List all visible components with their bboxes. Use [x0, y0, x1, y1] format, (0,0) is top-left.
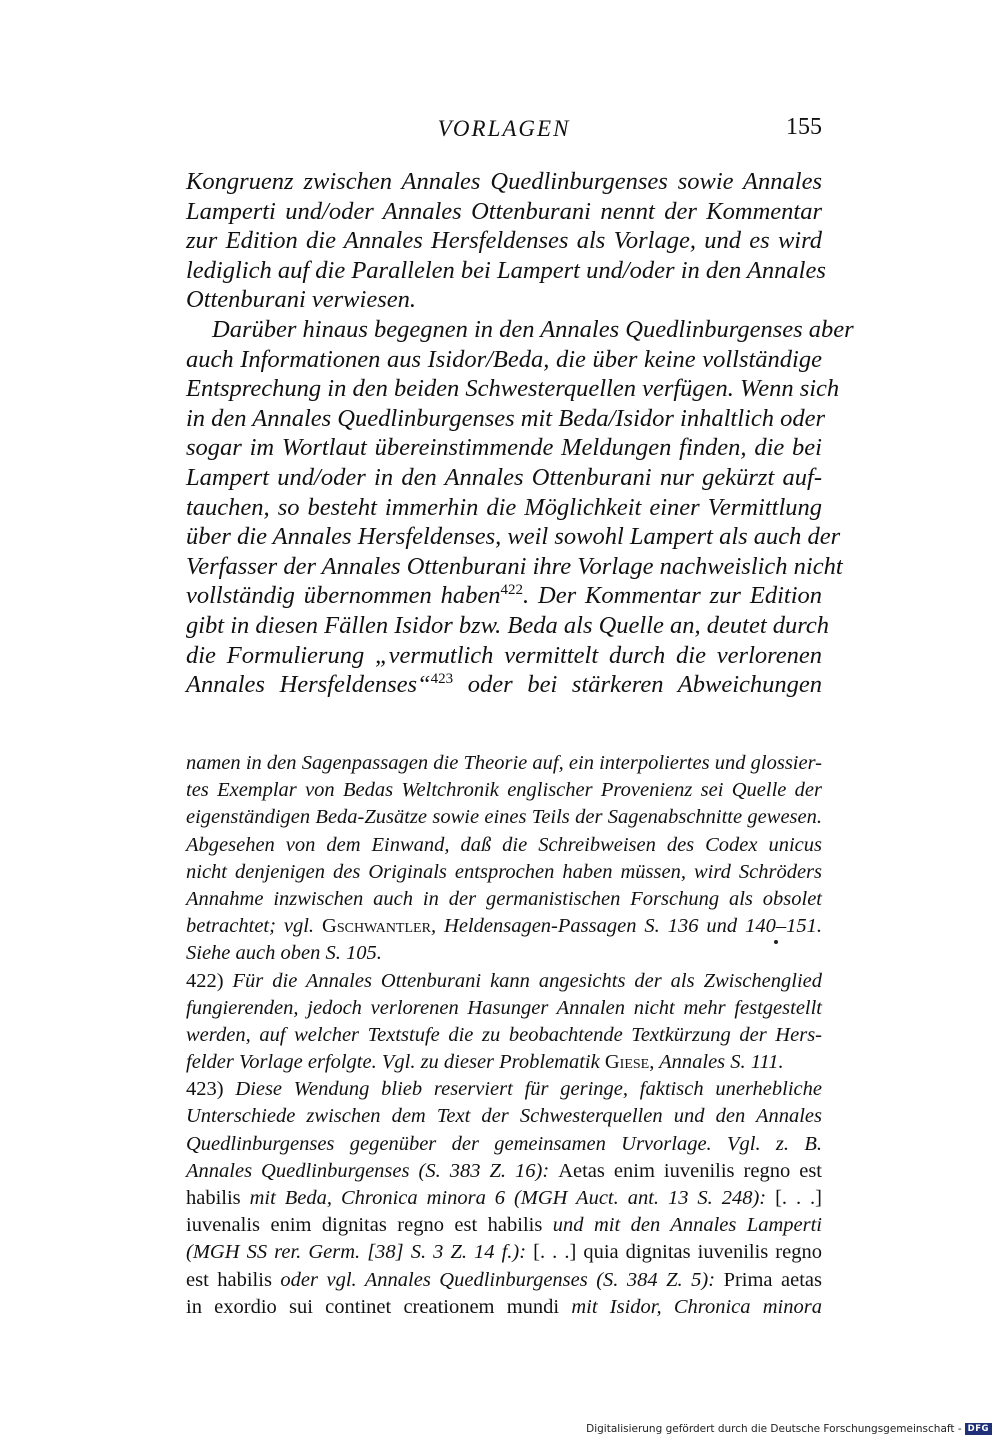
- footnote-line: nicht denjenigen des Originals entsprochen haben müssen, wird Schröders: [186, 860, 822, 883]
- footnote-line: Unterschiede zwischen dem Text der Schwesterquellen und den Annales: [186, 1105, 822, 1128]
- text-line: tauchen, so besteht immerhin die Möglichkeit einer Vermittlung: [186, 493, 822, 521]
- main-text: [186, 167, 854, 700]
- footnote-line: Abgesehen von dem Einwand, daß die Schreibweisen des Codex unicus: [186, 833, 822, 856]
- latin-quote: Aetas enim iuvenilis regno est: [558, 1159, 822, 1182]
- author-name: Gschwantler: [322, 915, 431, 938]
- digitization-credit: [586, 1423, 992, 1435]
- running-head: [186, 112, 822, 152]
- text-line: Lamperti und/oder Annales Ottenburani nennt der Kommentar: [186, 197, 822, 225]
- text-line: sogar im Wortlaut übereinstimmende Meldungen finden, die bei: [186, 434, 822, 462]
- footnote-ref-422[interactable]: 422: [500, 582, 523, 599]
- text-segment: , Annales S. 111.: [649, 1051, 784, 1074]
- text-segment: mit Beda, Chronica minora 6 (MGH Auct. ant. 13 S. 248):: [249, 1187, 776, 1209]
- text-segment: , Heldensagen-Passagen S. 136 und 140–151.: [430, 915, 822, 938]
- text-line: [186, 670, 822, 700]
- latin-quote: [. . .]: [775, 1187, 822, 1209]
- text-line: [186, 581, 822, 611]
- footnote-line: fungierenden, jedoch verlorenen Hasunger Annalen nicht mehr festgestellt: [186, 996, 822, 1019]
- footnote-line: [186, 1185, 822, 1212]
- text-segment: Annales Hersfeldenses“: [186, 671, 431, 699]
- latin-quote: est habilis: [186, 1268, 281, 1291]
- text-segment: Diese Wendung blieb reserviert für geringe, faktisch unerhebliche: [223, 1078, 822, 1101]
- footnote-line: [186, 913, 822, 940]
- footnote-line: [186, 1212, 822, 1239]
- footnote-line: Annahme inzwischen auch in der germanistischen Forschung als obsolet: [186, 887, 822, 910]
- scan-speck: [774, 940, 778, 944]
- footnote-line: [186, 1158, 822, 1185]
- latin-quote: in exordio sui continet creationem mundi: [186, 1295, 572, 1318]
- text-segment: oder vgl. Annales Quedlinburgenses (S. 384 Z. 5):: [280, 1268, 724, 1291]
- footnote-line: [186, 1267, 822, 1294]
- footnote-line: Quedlinburgenses gegenüber der gemeinsamen Urvorlage. Vgl. z. B.: [186, 1132, 822, 1155]
- footnote-line: [186, 1049, 822, 1076]
- text-line: Verfasser der Annales Ottenburani ihre Vorlage nachweislich nicht: [186, 552, 843, 580]
- footnote-line: [186, 1239, 822, 1266]
- footnote-number: 423): [186, 1078, 224, 1101]
- text-segment: . Der Kommentar zur Edition: [523, 582, 822, 610]
- text-segment: Annales Quedlinburgenses (S. 383 Z. 16):: [186, 1159, 559, 1182]
- latin-quote: habilis: [186, 1187, 250, 1209]
- text-line: lediglich auf die Parallelen bei Lampert und/oder in den Annales: [186, 256, 826, 284]
- text-segment: vollständig übernommen haben: [186, 582, 501, 610]
- footnote-line: tes Exemplar von Bedas Weltchronik englischer Provenienz sei Quelle der: [186, 779, 822, 802]
- footnote-422: [186, 968, 822, 995]
- footnote-line: eigenständigen Beda-Zusätze sowie eines Teils der Sagenabschnitte gewesen.: [186, 806, 822, 829]
- footnote-line: werden, auf welcher Textstufe die zu beobachtende Textkürzung der Hers-: [186, 1023, 822, 1046]
- text-line: gibt in diesen Fällen Isidor bzw. Beda als Quelle an, deutet durch: [186, 611, 830, 639]
- text-segment: mit Isidor, Chronica minora: [571, 1295, 822, 1318]
- text-line: zur Edition die Annales Hersfeldenses als Vorlage, und es wird: [186, 227, 822, 255]
- text-line: Ottenburani verwiesen.: [186, 286, 416, 314]
- text-segment: betrachtet; vgl.: [186, 915, 323, 938]
- text-line: Darüber hinaus begegnen in den Annales Quedlinburgenses aber: [212, 315, 854, 343]
- text-segment: felder Vorlage erfolgte. Vgl. zu dieser Problematik: [186, 1051, 605, 1074]
- latin-quote: [. . .] quia dignitas iuvenilis regno: [533, 1241, 822, 1264]
- footnote-ref-423[interactable]: 423: [430, 671, 454, 688]
- text-line: Lampert und/oder in den Annales Ottenburani nur gekürzt auf-: [186, 463, 822, 491]
- dfg-logo: DFG: [965, 1423, 992, 1435]
- latin-quote: iuvenalis enim dignitas regno est habilis: [186, 1214, 553, 1237]
- text-line: Kongruenz zwischen Annales Quedlinburgenses sowie Annales: [186, 168, 822, 195]
- text-line: die Formulierung „vermutlich vermittelt durch die verlorenen: [186, 641, 822, 669]
- page-number: 155: [786, 114, 822, 140]
- text-segment: (MGH SS rer. Germ. [38] S. 3 Z. 14 f.):: [186, 1241, 534, 1264]
- footnote-line: Siehe auch oben S. 105.: [186, 942, 382, 965]
- text-segment: oder bei stärkeren Abweichungen: [453, 671, 823, 699]
- footnote-line: namen in den Sagenpassagen die Theorie auf, ein interpoliertes und glossier-: [186, 752, 822, 774]
- text-line: Entsprechung in den beiden Schwesterquellen verfügen. Wenn sich: [186, 375, 840, 403]
- text-segment: und mit den Annales Lamperti: [552, 1214, 822, 1237]
- footnotes: [186, 750, 822, 1321]
- text-line: auch Informationen aus Isidor/Beda, die über keine vollständige: [186, 345, 822, 373]
- footnote-line: [186, 1294, 822, 1321]
- text-line: über die Annales Hersfeldenses, weil sowohl Lampert als auch der: [186, 523, 841, 551]
- credit-text: Digitalisierung gefördert durch die Deutsche Forschungsgemeinschaft -: [586, 1423, 962, 1435]
- author-name: Giese: [604, 1051, 650, 1074]
- text-segment: Für die Annales Ottenburani kann angesichts der als Zwischenglied: [223, 969, 822, 992]
- latin-quote: Prima aetas: [723, 1268, 822, 1291]
- footnote-423: [186, 1076, 822, 1103]
- running-title: VORLAGEN: [437, 116, 571, 141]
- footnote-number: 422): [186, 969, 224, 992]
- text-line: in den Annales Quedlinburgenses mit Beda/Isidor inhaltlich oder: [186, 404, 825, 432]
